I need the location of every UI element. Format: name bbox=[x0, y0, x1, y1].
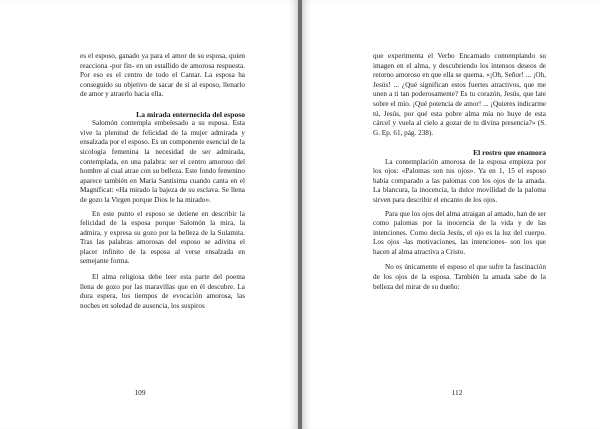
left-page-number: 109 bbox=[134, 388, 146, 397]
left-section-heading: La mirada enternecida del esposo bbox=[136, 109, 245, 119]
right-opening-paragraph: que experimenta el Verbo Encarnado contemplando su imagen en el alma, y descubriendo los intensos deseos de retorno amoroso en que ella se quema. «¡Oh, Señor! ... ¡Oh, Jesús! ... ¿Qué significan estos fuertes atractivos, que me unen a ti tan poderosamente? Es tu corazón, Jesús, que late sobre el mío. ¡Qué potencia de amor! ... ¡Quieres indicarme tú, Jesús, por qué esta pobre alma mía no huye de esta cárcel y vuela al cielo a gozar de tu divina presencia?» (S. G. Ep. 61, pág. 238). bbox=[373, 52, 546, 137]
right-paragraph-3: No es únicamente el esposo el que sufre la fascinación de los ojos de la esposa. También la amada sabe de la belleza del mirar de su dueño: bbox=[373, 263, 546, 291]
right-paragraph-1: La contemplación amorosa de la esposa empieza por los ojos: «Palomas son tus ojos». Ya en 1, 15 el esposo había comparado a las palomas con los ojos de la amada. La blancura, la inocencia, la dulce movilidad de la paloma sirven para describir el encanto de los ojos. bbox=[373, 157, 546, 204]
left-paragraph-1: Salomón contempla embelesado a su esposa. Esta vive la plenitud de felicidad de la mujer admirada y ensalzada por el esposo. Es un componente esencial de la sicología femenina la necesidad de ser admirada, contemplada, en una palabra: ser el centro amoroso del hombre al cual atrae con su belleza. Este fondo femenino aparece también en María Santísima cuando canta en el Magníficat: «Ha mirado la bajeza de su esclava. Se llena de gozo la Virgen porque Dios le ha mirado». bbox=[80, 119, 245, 204]
left-paragraph-2: En este punto el esposo se detiene en describir la felicidad de la esposa porque Salomón la mira, la admira, y expresa su gozo por la belleza de la Sulamita. Tras las palabras amorosas del esposo se adivina el placer infinito de la esposa al verse ensalzada en semejante forma. bbox=[80, 209, 245, 266]
left-paragraph-3: El alma religiosa debe leer esta parte del poema llena de gozo por las maravillas que en él descubre. La dura espera, los tiempos de evocación amorosa, las noches en soledad de ausencia, los suspiros bbox=[80, 273, 245, 310]
right-section-heading: El rostro que enamora bbox=[473, 147, 546, 157]
right-page-number: 112 bbox=[451, 388, 463, 397]
right-paragraph-2: Para que los ojos del alma atraigan al amado, han de ser como palomas por la inocencia de la vida y de las intenciones. Como decía Jesús, el ojo es la luz del cuerpo. Los ojos -las motivaciones, las intenciones- son los que hacen al alma atractiva a Cristo. bbox=[373, 209, 546, 256]
left-opening-paragraph: es el esposo, ganado ya para el amor de su esposa, quien reacciona -por fin- en un estallido de amorosa respuesta. Por eso es el centro de todo el Cantar. La esposa ha conseguido su objetivo de sacar de sí al esposo, llenarlo de amor y atraerlo hacia ella. bbox=[80, 52, 245, 99]
right-page bbox=[302, 0, 600, 429]
right-page-text bbox=[373, 52, 546, 292]
left-page bbox=[0, 0, 298, 429]
left-page-text bbox=[80, 52, 245, 311]
